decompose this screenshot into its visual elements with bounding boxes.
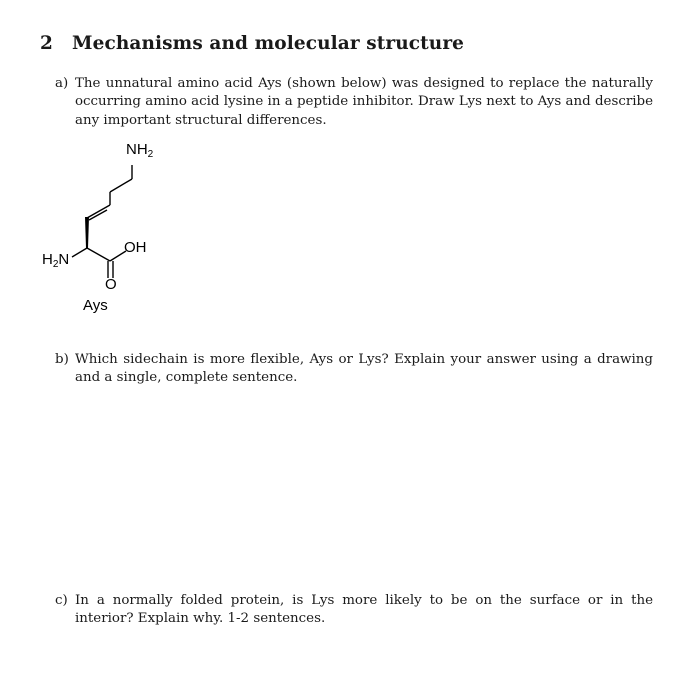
ays-skeletal-formula: [36, 138, 186, 323]
hydroxyl-label: OH: [124, 239, 147, 256]
carbonyl-oxygen-label: O: [105, 276, 117, 293]
question-marker: a): [55, 76, 69, 91]
bond-alpha-carboxyl: [87, 248, 110, 261]
section-number: 2: [40, 33, 53, 54]
bond-alpha-amine: [72, 248, 87, 257]
question-text: The unnatural amino acid Ays (shown below) was designed to replace the naturally occurring amino acid lysine in a peptide inhibitor. Draw Lys next to Ays and describe any important structural differences.: [75, 76, 653, 128]
section-title: Mechanisms and molecular structure: [72, 33, 465, 54]
question-marker: b): [55, 352, 69, 367]
question-b: [55, 351, 653, 388]
ays-structure-diagram: [36, 138, 186, 323]
wedge-bond: [85, 217, 89, 248]
question-a: [55, 75, 653, 130]
question-c: [55, 592, 653, 629]
structure-caption: Ays: [83, 297, 108, 314]
amine-alpha-label: $H_2N$: [42, 251, 70, 270]
question-text: Which sidechain is more flexible, Ays or Lys? Explain your answer using a drawing and a single, complete sentence.: [75, 352, 653, 386]
amine-top-label: $NH_2$: [126, 141, 154, 160]
section-heading: [40, 33, 464, 54]
bond-alkene-double-1: [87, 205, 110, 218]
question-text: In a normally folded protein, is Lys more likely to be on the surface or in the interior? Explain why. 1-2 sentences.: [75, 593, 653, 627]
question-marker: c): [55, 593, 68, 608]
bond-ch2-ch2: [110, 179, 132, 192]
